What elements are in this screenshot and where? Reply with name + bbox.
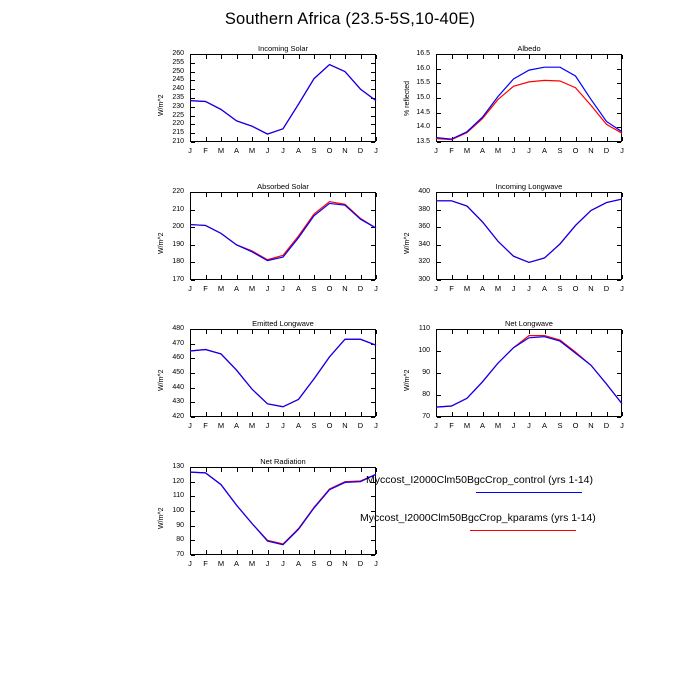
x-tick-label: J	[374, 559, 378, 568]
x-tick-mark	[607, 193, 608, 197]
y-tick-label: 340	[418, 240, 430, 248]
x-tick-label: J	[620, 421, 624, 430]
y-tick-label: 480	[172, 325, 184, 332]
chart-title: Emitted Longwave	[252, 319, 314, 328]
x-tick-label: J	[188, 559, 192, 568]
y-tick-label: 16.0	[416, 64, 430, 72]
y-tick-mark	[371, 80, 375, 81]
x-tick-mark	[607, 330, 608, 334]
x-tick-label: M	[463, 284, 471, 293]
series-layer	[396, 44, 592, 164]
x-tick-label: F	[449, 284, 454, 293]
y-tick-label: 420	[172, 413, 184, 420]
x-tick-label: S	[557, 421, 563, 430]
x-tick-label: J	[620, 284, 624, 293]
x-tick-label: M	[217, 559, 225, 568]
x-tick-label: N	[588, 421, 594, 430]
y-tick-label: 13.5	[416, 138, 430, 145]
x-tick-label: J	[511, 284, 516, 293]
chart-panel-albedo	[396, 44, 624, 164]
chart-panel-emitted-longwave	[150, 319, 378, 439]
x-tick-label: N	[342, 284, 348, 293]
x-tick-label: S	[311, 559, 317, 568]
x-tick-label: J	[265, 421, 270, 430]
y-tick-label: 14.0	[416, 123, 430, 131]
x-tick-mark	[376, 412, 377, 416]
y-tick-mark	[371, 192, 375, 193]
x-tick-label: O	[326, 146, 333, 155]
x-tick-mark	[376, 330, 377, 334]
x-tick-label: M	[217, 421, 225, 430]
x-tick-mark	[622, 275, 623, 279]
series-layer	[150, 457, 346, 577]
x-tick-label: A	[233, 421, 239, 430]
x-tick-label: D	[603, 284, 610, 293]
chart-panel-incoming-longwave	[396, 182, 624, 302]
legend-swatch-control	[476, 492, 582, 493]
x-tick-label: A	[233, 559, 239, 568]
y-tick-label: 200	[172, 223, 184, 231]
x-tick-label: J	[527, 284, 531, 293]
y-tick-label: 450	[172, 369, 184, 376]
y-tick-mark	[371, 245, 375, 246]
x-tick-mark	[607, 275, 608, 279]
chart-title: Albedo	[517, 44, 541, 53]
x-tick-label: S	[311, 146, 317, 155]
y-tick-mark	[617, 417, 621, 418]
y-tick-mark	[371, 262, 375, 263]
x-tick-label: N	[342, 421, 348, 430]
x-tick-label: M	[463, 146, 471, 155]
y-tick-label: 470	[172, 339, 184, 347]
x-tick-label: M	[494, 284, 502, 293]
y-tick-mark	[371, 54, 375, 55]
y-tick-label: 225	[172, 111, 184, 119]
y-axis-label: % reflected	[404, 80, 411, 116]
x-tick-label: J	[374, 284, 378, 293]
x-tick-label: M	[494, 421, 502, 430]
y-tick-label: 90	[422, 369, 430, 376]
y-tick-mark	[617, 192, 621, 193]
x-tick-mark	[361, 275, 362, 279]
y-tick-mark	[371, 329, 375, 330]
x-tick-mark	[622, 412, 623, 416]
legend-label-control: Myccost_I2000Clm50BgcCrop_control (yrs 1-14)	[366, 474, 594, 486]
y-tick-label: 240	[172, 85, 184, 93]
x-tick-label: A	[233, 146, 239, 155]
y-axis-label: W/m^2	[404, 369, 411, 391]
y-tick-mark	[617, 83, 621, 84]
chart-panel-net-longwave	[396, 319, 624, 439]
y-tick-mark	[371, 373, 375, 374]
y-tick-mark	[371, 358, 375, 359]
y-axis-label: W/m^2	[158, 507, 165, 529]
x-tick-label: J	[281, 559, 285, 568]
x-tick-label: J	[281, 146, 285, 155]
y-tick-mark	[371, 467, 375, 468]
chart-panel-absorbed-solar	[150, 182, 378, 302]
x-tick-label: D	[357, 559, 364, 568]
x-tick-mark	[376, 193, 377, 197]
y-tick-label: 130	[172, 463, 184, 470]
x-tick-mark	[622, 137, 623, 141]
x-tick-label: J	[527, 421, 531, 430]
y-tick-label: 180	[172, 258, 184, 266]
series-layer	[150, 319, 346, 439]
x-tick-label: A	[295, 559, 301, 568]
y-tick-label: 170	[172, 276, 184, 283]
x-tick-mark	[376, 55, 377, 59]
y-tick-mark	[371, 388, 375, 389]
y-tick-label: 100	[418, 347, 430, 354]
x-tick-label: F	[203, 559, 208, 568]
x-tick-label: F	[203, 284, 208, 293]
series-layer	[150, 182, 346, 302]
x-tick-label: O	[572, 146, 579, 155]
chart-title: Incoming Solar	[257, 44, 309, 53]
x-tick-label: O	[326, 284, 333, 293]
y-tick-label: 70	[176, 551, 184, 558]
page-title: Southern Africa (23.5-5S,10-40E)	[224, 10, 476, 28]
y-axis-label: W/m^2	[158, 369, 165, 391]
x-tick-label: M	[248, 421, 256, 430]
series-layer	[150, 44, 346, 164]
y-tick-mark	[371, 210, 375, 211]
x-tick-label: A	[479, 284, 485, 293]
y-tick-label: 70	[422, 413, 430, 420]
x-tick-label: O	[326, 559, 333, 568]
x-tick-label: N	[588, 284, 594, 293]
series-layer	[396, 182, 592, 302]
x-tick-label: M	[494, 146, 502, 155]
y-tick-mark	[371, 133, 375, 134]
y-tick-mark	[617, 142, 621, 143]
x-tick-label: J	[188, 421, 192, 430]
x-tick-mark	[361, 137, 362, 141]
x-tick-label: N	[342, 559, 348, 568]
y-tick-mark	[617, 329, 621, 330]
x-tick-label: M	[217, 284, 225, 293]
x-tick-label: J	[265, 559, 270, 568]
legend	[360, 474, 660, 554]
y-tick-mark	[617, 395, 621, 396]
legend-entry-0	[366, 474, 593, 493]
x-tick-label: F	[203, 146, 208, 155]
y-tick-label: 14.5	[416, 108, 430, 116]
x-tick-mark	[607, 137, 608, 141]
x-tick-label: J	[511, 421, 516, 430]
y-axis-label: W/m^2	[158, 94, 165, 116]
y-tick-mark	[371, 63, 375, 64]
y-tick-label: 460	[172, 354, 184, 362]
y-tick-mark	[617, 227, 621, 228]
x-tick-label: M	[248, 284, 256, 293]
y-tick-mark	[617, 351, 621, 352]
x-tick-mark	[607, 55, 608, 59]
x-tick-label: J	[265, 146, 270, 155]
x-tick-label: J	[374, 146, 378, 155]
x-tick-label: F	[203, 421, 208, 430]
chart-title: Net Longwave	[505, 319, 553, 328]
x-tick-mark	[376, 468, 377, 472]
y-tick-mark	[371, 116, 375, 117]
x-tick-label: M	[248, 146, 256, 155]
y-tick-mark	[617, 98, 621, 99]
x-tick-label: J	[188, 284, 192, 293]
x-tick-label: A	[295, 284, 301, 293]
x-tick-label: M	[463, 421, 471, 430]
y-tick-label: 430	[172, 398, 184, 406]
y-tick-mark	[371, 142, 375, 143]
y-tick-label: 100	[172, 507, 184, 514]
chart-panel-net-radiation	[150, 457, 378, 577]
y-tick-mark	[617, 113, 621, 114]
x-tick-label: M	[217, 146, 225, 155]
legend-swatch-kparams	[470, 530, 576, 531]
y-tick-label: 15.0	[416, 94, 430, 101]
x-tick-label: J	[434, 146, 438, 155]
y-tick-mark	[371, 72, 375, 73]
x-tick-label: J	[434, 284, 438, 293]
y-tick-mark	[371, 280, 375, 281]
x-tick-label: D	[357, 421, 364, 430]
chart-title: Incoming Longwave	[495, 182, 563, 191]
y-tick-mark	[617, 373, 621, 374]
y-axis-label: W/m^2	[158, 232, 165, 254]
legend-entry-1	[360, 512, 596, 531]
x-tick-label: D	[603, 146, 610, 155]
y-tick-mark	[617, 262, 621, 263]
y-tick-label: 220	[172, 120, 184, 128]
y-tick-label: 120	[172, 477, 184, 485]
y-tick-mark	[617, 54, 621, 55]
y-tick-mark	[371, 555, 375, 556]
y-tick-label: 260	[172, 50, 184, 57]
x-tick-label: S	[557, 146, 563, 155]
x-tick-label: O	[572, 284, 579, 293]
x-tick-label: D	[603, 421, 610, 430]
y-tick-label: 90	[176, 521, 184, 529]
y-tick-label: 360	[418, 223, 430, 231]
y-tick-mark	[371, 124, 375, 125]
y-tick-label: 80	[422, 391, 430, 398]
x-tick-label: F	[449, 421, 454, 430]
y-tick-label: 245	[172, 76, 184, 84]
y-tick-mark	[617, 69, 621, 70]
x-tick-label: A	[541, 284, 547, 293]
y-tick-label: 190	[172, 240, 184, 248]
x-tick-label: J	[265, 284, 270, 293]
y-tick-label: 380	[418, 205, 430, 213]
x-tick-label: J	[620, 146, 624, 155]
x-tick-label: S	[311, 284, 317, 293]
y-tick-label: 15.5	[416, 79, 430, 87]
y-tick-label: 215	[172, 129, 184, 137]
y-tick-label: 80	[176, 536, 184, 544]
y-tick-label: 16.5	[416, 50, 430, 57]
x-tick-label: D	[357, 146, 364, 155]
x-tick-label: J	[374, 421, 378, 430]
y-tick-label: 320	[418, 258, 430, 266]
chart-panel-incoming-solar	[150, 44, 378, 164]
chart-title: Net Radiation	[260, 457, 306, 466]
x-tick-label: A	[541, 421, 547, 430]
y-tick-mark	[371, 402, 375, 403]
x-tick-label: J	[281, 421, 285, 430]
chart-title: Absorbed Solar	[257, 182, 309, 191]
y-tick-label: 255	[172, 58, 184, 66]
x-tick-label: A	[295, 421, 301, 430]
x-tick-mark	[376, 275, 377, 279]
x-tick-label: J	[434, 421, 438, 430]
y-tick-label: 220	[172, 188, 184, 195]
y-tick-label: 400	[418, 188, 430, 195]
x-tick-mark	[622, 193, 623, 197]
x-tick-label: S	[311, 421, 317, 430]
x-tick-mark	[361, 412, 362, 416]
y-tick-mark	[617, 245, 621, 246]
y-tick-label: 110	[172, 492, 184, 500]
y-axis-label: W/m^2	[404, 232, 411, 254]
x-tick-label: N	[342, 146, 348, 155]
x-tick-label: J	[527, 146, 531, 155]
y-tick-mark	[617, 280, 621, 281]
y-tick-label: 210	[172, 138, 184, 145]
x-tick-label: A	[233, 284, 239, 293]
y-tick-mark	[617, 210, 621, 211]
y-tick-mark	[371, 89, 375, 90]
x-tick-mark	[361, 55, 362, 59]
x-tick-label: O	[326, 421, 333, 430]
x-tick-label: M	[248, 559, 256, 568]
y-tick-label: 110	[418, 325, 430, 332]
x-tick-mark	[622, 330, 623, 334]
x-tick-label: J	[188, 146, 192, 155]
x-tick-label: F	[449, 146, 454, 155]
x-tick-label: A	[479, 146, 485, 155]
x-tick-mark	[376, 137, 377, 141]
x-tick-label: J	[511, 146, 516, 155]
y-tick-label: 235	[172, 94, 184, 101]
x-tick-label: D	[357, 284, 364, 293]
x-tick-label: A	[541, 146, 547, 155]
x-tick-mark	[361, 330, 362, 334]
x-tick-label: J	[281, 284, 285, 293]
x-tick-mark	[361, 193, 362, 197]
y-tick-label: 250	[172, 67, 184, 75]
x-tick-mark	[607, 412, 608, 416]
series-layer	[396, 319, 592, 439]
x-tick-mark	[622, 55, 623, 59]
x-tick-label: N	[588, 146, 594, 155]
y-tick-label: 210	[172, 205, 184, 213]
x-tick-label: O	[572, 421, 579, 430]
y-tick-mark	[371, 107, 375, 108]
legend-label-kparams: Myccost_I2000Clm50BgcCrop_kparams (yrs 1-14)	[360, 512, 596, 524]
x-tick-label: A	[295, 146, 301, 155]
y-tick-mark	[371, 417, 375, 418]
y-tick-label: 440	[172, 383, 184, 391]
y-tick-label: 300	[418, 276, 430, 283]
x-tick-label: A	[479, 421, 485, 430]
y-tick-label: 230	[172, 102, 184, 110]
x-tick-label: S	[557, 284, 563, 293]
x-tick-mark	[361, 468, 362, 472]
